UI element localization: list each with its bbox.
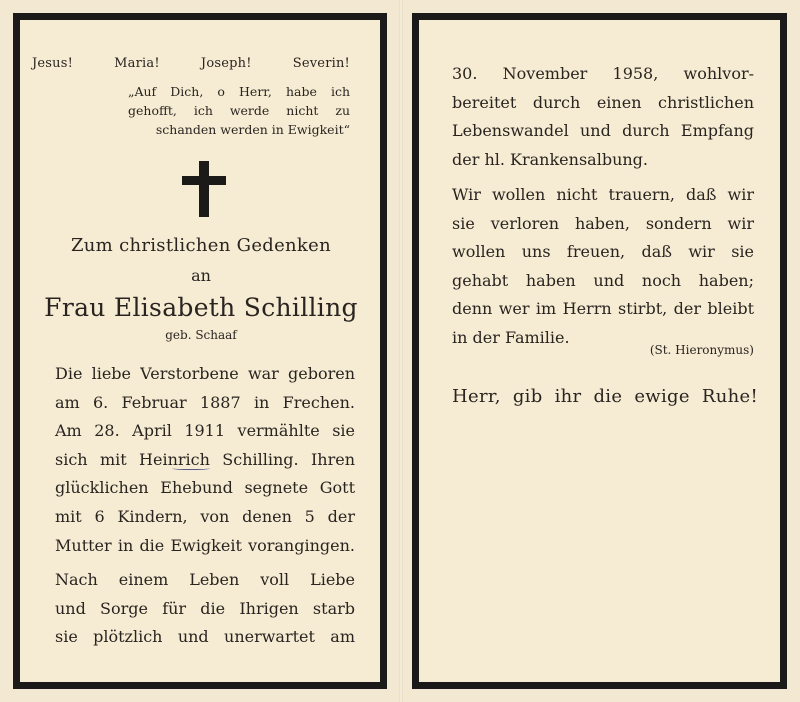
paragraph-line: in der Familie.: [452, 327, 570, 347]
deceased-name: Frau Elisabeth Schilling: [44, 293, 358, 322]
death-line: Nach einem Leben voll Liebe: [55, 570, 355, 589]
paragraph-line: bereitet durch einen christlichen: [452, 92, 754, 112]
memorial-heading: Zum christlichen Gedenken: [70, 235, 331, 256]
paragraph-line: Wir wollen nicht trauern, daß wir: [452, 185, 754, 204]
death-text: [55, 566, 355, 652]
card-fold: [399, 0, 403, 702]
death-line: und Sorge für die Ihrigen starb: [55, 598, 355, 618]
bio-line: sich mit Heinrich Schilling. Ihren: [55, 449, 355, 469]
invocation-jesus: Jesus!: [32, 56, 74, 71]
invocation-maria: Maria!: [114, 56, 160, 71]
biography-text: [55, 360, 355, 560]
quote-line: gehofft, ich werde nicht zu: [128, 103, 350, 118]
paragraph-line: der hl. Krankensalbung.: [452, 149, 648, 169]
bio-line: Die liebe Verstorbene war geboren: [55, 364, 355, 383]
bio-line: am 6. Februar 1887 in Frechen.: [55, 392, 355, 412]
bible-quote: [128, 82, 350, 139]
bio-line: Mutter in die Ewigkeit vorangingen.: [55, 535, 355, 555]
paragraph-line: 30. November 1958, wohlvor-: [452, 64, 754, 83]
cross-icon: [182, 161, 226, 217]
paragraph-line: sie verloren haben, sondern wir: [452, 213, 754, 233]
death-date-paragraph: [452, 60, 754, 174]
closing-prayer: Herr, gib ihr die ewige Ruhe!: [452, 386, 758, 407]
death-line: sie plötzlich und unerwartet am: [55, 627, 355, 647]
handwritten-underline: [172, 466, 210, 470]
memorial-an: an: [191, 266, 211, 285]
quote-line: „Auf Dich, o Herr, habe ich: [128, 84, 350, 99]
bio-line: mit 6 Kindern, von denen 5 der: [55, 506, 355, 526]
maiden-name: geb. Schaaf: [165, 328, 237, 342]
paragraph-line: denn wer im Herrn stirbt, der bleibt: [452, 299, 754, 319]
consolation-paragraph: [452, 181, 754, 353]
invocation-severin: Severin!: [292, 56, 350, 71]
invocation-joseph: Joseph!: [200, 56, 252, 71]
paragraph-line: wollen uns freuen, daß wir sie: [452, 242, 754, 262]
bio-line: glücklichen Ehebund segnete Gott: [55, 478, 355, 498]
bio-line: Am 28. April 1911 vermählte sie: [55, 421, 355, 441]
quote-source: (St. Hieronymus): [649, 343, 754, 357]
paragraph-line: gehabt haben und noch haben;: [452, 270, 754, 290]
quote-line: schanden werden in Ewigkeit“: [155, 122, 350, 137]
paragraph-line: Lebenswandel und durch Empfang: [452, 121, 754, 141]
invocation-line: [32, 56, 350, 71]
